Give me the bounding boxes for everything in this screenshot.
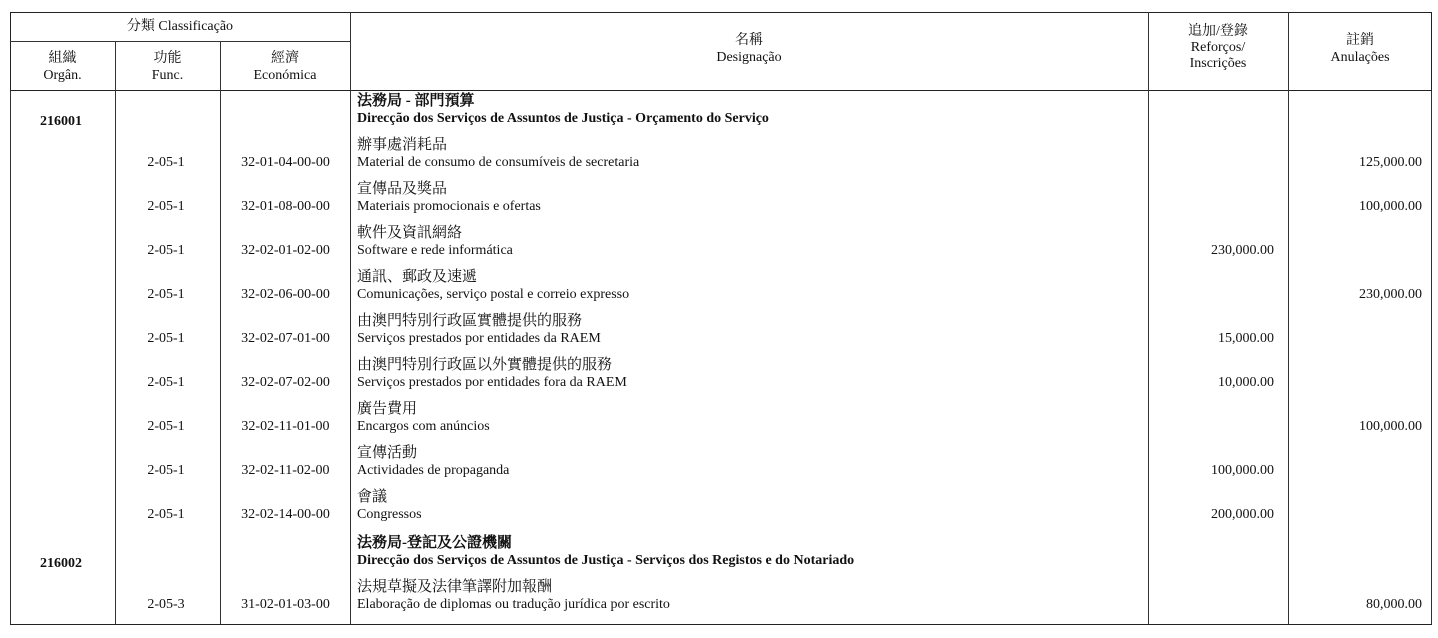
table-row [10, 579, 1432, 623]
designation-pt: Elaboração de diplomas ou tradução jurídica por escrito [357, 597, 670, 612]
organ-heading: 組織 Orgân. [43, 51, 82, 83]
economic-code: 32-02-01-02-00 [241, 243, 330, 258]
designation [357, 269, 1147, 303]
anulacao-amount: 230,000.00 [1359, 287, 1422, 302]
classification-divider [10, 41, 350, 42]
function-code: 2-05-1 [147, 287, 185, 302]
table-row [10, 137, 1432, 181]
designation-zh: 法規草擬及法律筆譯附加報酬 [357, 579, 553, 595]
reforco-amount: 230,000.00 [1211, 243, 1274, 258]
designation [357, 489, 1147, 523]
table-row [10, 401, 1432, 445]
economic-code: 32-02-07-02-00 [241, 375, 330, 390]
designation-zh: 軟件及資訊網絡 [357, 225, 463, 241]
economic-code: 32-02-06-00-00 [241, 287, 330, 302]
designation [357, 579, 1147, 613]
designation-heading: 名稱 Designação [716, 33, 782, 65]
designation-pt: Comunicações, serviço postal e correio expresso [357, 287, 630, 302]
economic-code: 32-02-11-02-00 [241, 463, 330, 478]
designation [357, 225, 1147, 259]
designation [357, 313, 1147, 347]
designation-zh: 會議 [357, 489, 388, 505]
economic-code: 32-01-08-00-00 [241, 199, 330, 214]
designation-pt: Serviços prestados por entidades da RAEM [357, 331, 601, 346]
designation-pt: Direcção dos Serviços de Assuntos de Justiça - Orçamento do Serviço [357, 111, 769, 126]
designation-pt: Encargos com anúncios [357, 419, 490, 434]
designation [357, 535, 1147, 569]
designation-pt: Serviços prestados por entidades fora da RAEM [357, 375, 627, 390]
anulacoes-heading: 註銷 Anulações [1330, 33, 1390, 65]
designation [357, 445, 1147, 479]
designation-pt: Software e rede informática [357, 243, 513, 258]
function-code: 2-05-1 [147, 419, 185, 434]
designation-zh: 宣傳品及獎品 [357, 181, 448, 197]
economic-code: 32-02-14-00-00 [241, 507, 330, 522]
function-code: 2-05-1 [147, 199, 185, 214]
designation-zh: 法務局-登記及公證機關 [357, 535, 512, 551]
table-row [10, 181, 1432, 225]
anulacao-amount: 100,000.00 [1359, 419, 1422, 434]
designation [357, 181, 1147, 215]
organ-code: 216002 [40, 556, 82, 571]
func-heading: 功能 Func. [151, 51, 184, 83]
eco-heading: 經濟 Económica [253, 51, 317, 83]
function-code: 2-05-1 [147, 155, 185, 170]
designation-pt: Material de consumo de consumíveis de secretaria [357, 155, 640, 170]
reforcos-heading: 追加/登錄 Reforços/ Inscrições [1188, 24, 1248, 71]
designation-pt: Direcção dos Serviços de Assuntos de Justiça - Serviços dos Registos e do Notariado [357, 553, 855, 568]
bottom-border [10, 624, 1432, 625]
designation [357, 93, 1147, 127]
economic-code: 32-02-11-01-00 [241, 419, 330, 434]
table-row [10, 357, 1432, 401]
table-row [10, 313, 1432, 357]
designation-zh: 宣傳活動 [357, 445, 418, 461]
reforco-amount: 100,000.00 [1211, 463, 1274, 478]
table-row [10, 225, 1432, 269]
designation [357, 137, 1147, 171]
anulacao-amount: 125,000.00 [1359, 155, 1422, 170]
table-row [10, 535, 1432, 579]
function-code: 2-05-1 [147, 463, 185, 478]
reforco-amount: 10,000.00 [1218, 375, 1274, 390]
designation-pt: Actividades de propaganda [357, 463, 510, 478]
designation-zh: 法務局 - 部門預算 [357, 93, 475, 109]
economic-code: 32-02-07-01-00 [241, 331, 330, 346]
table-row [10, 269, 1432, 313]
economic-code: 32-01-04-00-00 [241, 155, 330, 170]
reforco-amount: 200,000.00 [1211, 507, 1274, 522]
table-row [10, 93, 1432, 137]
reforco-amount: 15,000.00 [1218, 331, 1274, 346]
anulacao-amount: 80,000.00 [1366, 597, 1422, 612]
designation [357, 401, 1147, 435]
designation-pt: Materiais promocionais e ofertas [357, 199, 541, 214]
function-code: 2-05-3 [147, 597, 185, 612]
anulacao-amount: 100,000.00 [1359, 199, 1422, 214]
designation-pt: Congressos [357, 507, 422, 522]
designation-zh: 辦事處消耗品 [357, 137, 448, 153]
designation-zh: 通訊、郵政及速遞 [357, 269, 478, 285]
designation-zh: 由澳門特別行政區以外實體提供的服務 [357, 357, 613, 373]
economic-code: 31-02-01-03-00 [241, 597, 330, 612]
designation-zh: 由澳門特別行政區實體提供的服務 [357, 313, 583, 329]
function-code: 2-05-1 [147, 375, 185, 390]
table-row [10, 489, 1432, 533]
budget-table [10, 12, 1434, 626]
function-code: 2-05-1 [147, 507, 185, 522]
function-code: 2-05-1 [147, 331, 185, 346]
organ-code: 216001 [40, 114, 82, 129]
table-row [10, 445, 1432, 489]
designation-zh: 廣告費用 [357, 401, 418, 417]
designation [357, 357, 1147, 391]
function-code: 2-05-1 [147, 243, 185, 258]
classification-heading: 分類 Classificação [126, 19, 234, 34]
